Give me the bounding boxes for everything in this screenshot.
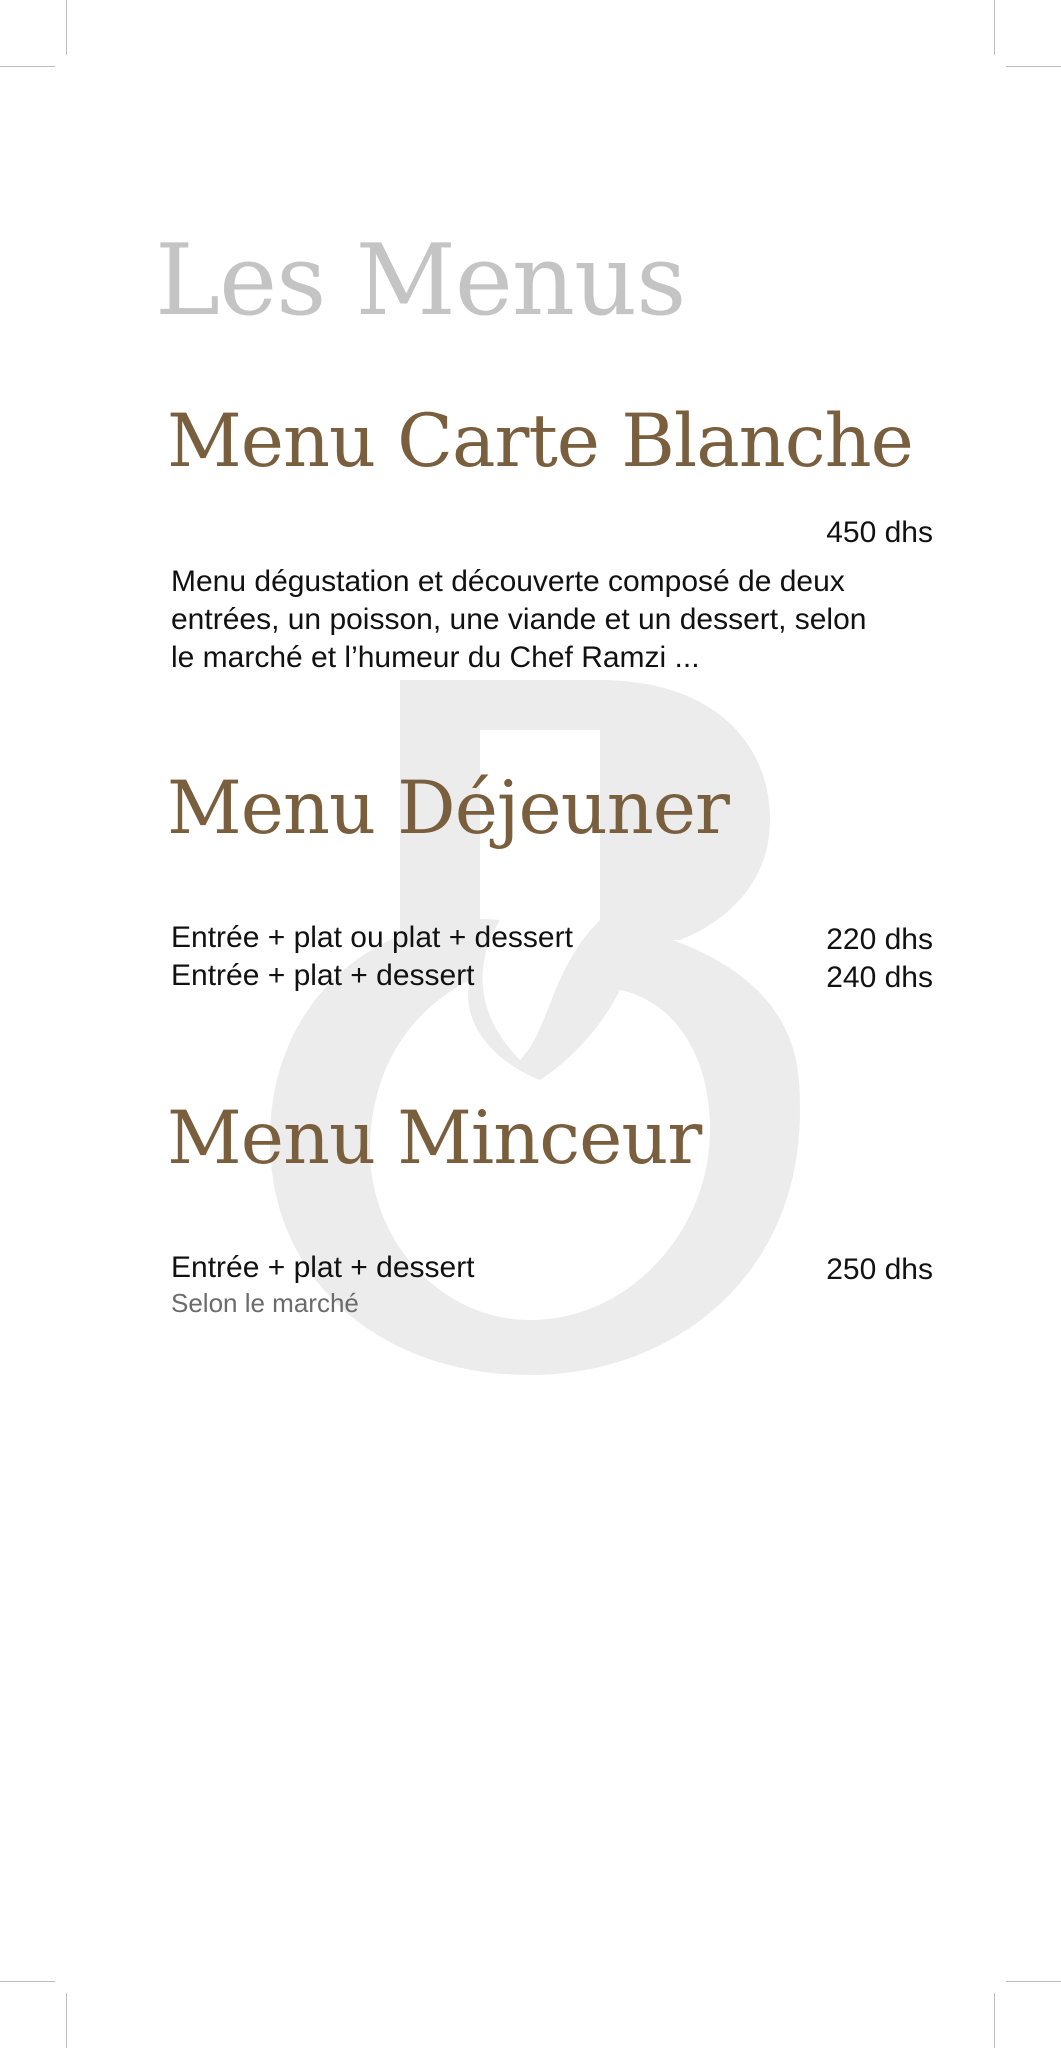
monogram-b-icon: [240, 640, 840, 1400]
section-title-dejeuner: Menu Déjeuner: [167, 766, 729, 851]
page-title: Les Menus: [155, 224, 686, 338]
description-line: Menu dégustation et découverte composé de deux: [171, 565, 845, 598]
menu-item-price: 220 dhs: [826, 923, 933, 956]
description-line: entrées, un poisson, une viande et un dessert, selon: [171, 603, 867, 636]
crop-mark: [994, 0, 995, 55]
price-carte-blanche: 450 dhs: [826, 516, 933, 549]
crop-mark: [1006, 1981, 1061, 1982]
section-title-minceur: Menu Minceur: [167, 1096, 702, 1181]
crop-mark: [0, 66, 55, 67]
menu-item-price: 250 dhs: [826, 1253, 933, 1286]
menu-item-label: Entrée + plat ou plat + dessert: [171, 921, 573, 954]
crop-mark: [66, 0, 67, 55]
description-line: le marché et l’humeur du Chef Ramzi ...: [171, 641, 700, 674]
crop-mark: [0, 1981, 55, 1982]
menu-item-label: Entrée + plat + dessert: [171, 1251, 475, 1284]
crop-mark: [1006, 66, 1061, 67]
section-title-carte-blanche: Menu Carte Blanche: [167, 399, 913, 484]
menu-item-price: 240 dhs: [826, 961, 933, 994]
crop-mark: [66, 1993, 67, 2048]
menu-item-label: Entrée + plat + dessert: [171, 959, 475, 992]
crop-mark: [994, 1993, 995, 2048]
menu-note: Selon le marché: [171, 1288, 359, 1318]
description-carte-blanche: [171, 563, 936, 677]
